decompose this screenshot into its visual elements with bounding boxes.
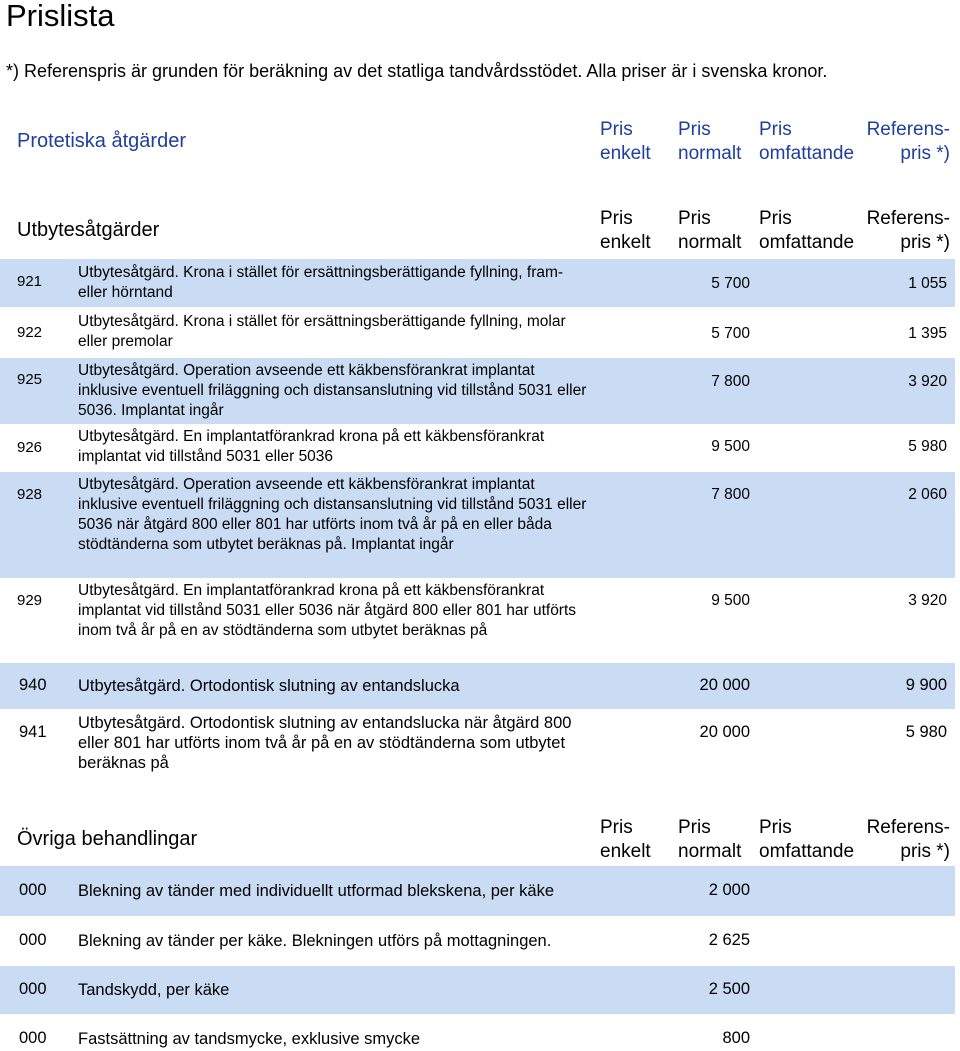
col-pris-normalt: Pris normalt bbox=[678, 208, 742, 253]
row-description: Utbytesåtgärd. Ortodontisk slutning av entandslucka bbox=[78, 677, 460, 695]
row-description: Tandskydd, per käke bbox=[78, 981, 230, 999]
col-pris-normalt: Pris normalt bbox=[678, 817, 742, 862]
price-enkelt: 2 000 bbox=[708, 881, 750, 899]
col-pris-omfattande: Pris omfattande bbox=[759, 817, 855, 862]
section-title: Utbytesåtgärder bbox=[17, 219, 160, 241]
price-normalt: 5 700 bbox=[711, 325, 750, 342]
col-pris-normalt: Pris normalt bbox=[678, 119, 742, 164]
price-referens: 3 920 bbox=[908, 373, 947, 390]
price-normalt: 7 800 bbox=[711, 373, 750, 390]
price-referens: 5 980 bbox=[908, 438, 947, 455]
price-normalt: 20 000 bbox=[699, 723, 750, 741]
page-title: Prislista bbox=[6, 0, 115, 33]
table-row bbox=[0, 710, 955, 780]
price-normalt: 9 500 bbox=[711, 592, 750, 609]
price-normalt: 20 000 bbox=[699, 676, 750, 694]
row-code: 921 bbox=[17, 273, 43, 290]
row-description: Fastsättning av tandsmycke, exklusive smycke bbox=[78, 1030, 421, 1048]
section-title: Protetiska åtgärder bbox=[17, 130, 186, 152]
section-header-utbytes bbox=[0, 207, 960, 253]
row-code: 000 bbox=[19, 881, 47, 899]
price-enkelt: 800 bbox=[722, 1029, 750, 1047]
section-title: Övriga behandlingar bbox=[17, 828, 198, 850]
row-code: 941 bbox=[19, 723, 47, 741]
col-referenspris: Referens- pris *) bbox=[866, 817, 950, 862]
col-pris-enkelt: Pris enkelt bbox=[600, 119, 651, 164]
col-pris-enkelt: Pris enkelt bbox=[600, 208, 651, 253]
table-row bbox=[0, 259, 955, 307]
price-enkelt: 2 500 bbox=[708, 980, 750, 998]
row-description: Utbytesåtgärd. Krona i stället för ersättningsberättigande fyllning, molar eller premolar bbox=[78, 313, 566, 350]
price-referens: 5 980 bbox=[905, 723, 947, 741]
row-description: Blekning av tänder per käke. Blekningen utförs på mottagningen. bbox=[78, 932, 552, 950]
price-normalt: 5 700 bbox=[711, 275, 750, 292]
price-referens: 1 395 bbox=[908, 325, 947, 342]
row-description: Utbytesåtgärd. Operation avseende ett käkbensförankrat implantat inklusive eventuell friläggning och distansanslutning vid tillstånd 5031 eller 5036. Implantat ingår bbox=[78, 362, 587, 419]
section-header-protetiska bbox=[0, 118, 960, 164]
row-description: Utbytesåtgärd. Operation avseende ett käkbensförankrat implantat inklusive eventuell friläggning och distansanslutning vid tillstånd 5031 eller 5036 när åtgärd 800 eller 801 har utförts inom två år på en eller båda stödtänderna som utbytet beräknas på. Implantat ingår bbox=[78, 476, 587, 553]
row-code: 000 bbox=[19, 1029, 47, 1047]
row-code: 926 bbox=[17, 439, 43, 456]
table-row bbox=[0, 1015, 955, 1051]
price-normalt: 7 800 bbox=[711, 486, 750, 503]
col-pris-omfattande: Pris omfattande bbox=[759, 119, 855, 164]
row-description: Utbytesåtgärd. En implantatförankrad krona på ett käkbensförankrat implantat vid tillstånd 5031 eller 5036 när åtgärd 800 eller 801 har utförts inom två år på en av stödtänderna som utbytet beräknas på bbox=[78, 582, 577, 639]
price-referens: 3 920 bbox=[908, 592, 947, 609]
row-code: 925 bbox=[17, 371, 43, 388]
row-code: 929 bbox=[17, 592, 43, 609]
row-description: Utbytesåtgärd. En implantatförankrad krona på ett käkbensförankrat implantat vid tillstånd 5031 eller 5036 bbox=[78, 428, 545, 465]
price-referens: 2 060 bbox=[908, 486, 947, 503]
table-row bbox=[0, 358, 955, 424]
price-referens: 9 900 bbox=[905, 676, 947, 694]
reference-note: *) Referenspris är grunden för beräkning av det statliga tandvårdsstödet. Alla priser är i svenska kronor. bbox=[6, 61, 828, 81]
row-code: 000 bbox=[19, 931, 47, 949]
price-normalt: 9 500 bbox=[711, 438, 750, 455]
col-pris-enkelt: Pris enkelt bbox=[600, 817, 651, 862]
row-code: 922 bbox=[17, 324, 43, 341]
col-pris-omfattande: Pris omfattande bbox=[759, 208, 855, 253]
row-code: 000 bbox=[19, 980, 47, 998]
table-row bbox=[0, 309, 955, 357]
table-row bbox=[0, 866, 955, 916]
row-description: Utbytesåtgärd. Krona i stället för ersättningsberättigande fyllning, fram- eller hörntand bbox=[78, 264, 564, 301]
col-referenspris: Referens- pris *) bbox=[866, 119, 950, 164]
row-code: 928 bbox=[17, 486, 43, 503]
row-description: Blekning av tänder med individuellt utformad blekskena, per käke bbox=[78, 882, 555, 900]
table-row bbox=[0, 663, 955, 709]
row-code: 940 bbox=[19, 676, 47, 694]
section-header-ovriga bbox=[0, 816, 960, 862]
table-row bbox=[0, 917, 955, 965]
price-enkelt: 2 625 bbox=[708, 931, 750, 949]
table-row bbox=[0, 472, 955, 578]
table-row bbox=[0, 966, 955, 1014]
row-description: Utbytesåtgärd. Ortodontisk slutning av entandslucka när åtgärd 800 eller 801 har utförts inom två år på en av stödtänderna som utbytet beräknas på bbox=[78, 714, 572, 772]
col-referenspris: Referens- pris *) bbox=[866, 208, 950, 253]
table-row bbox=[0, 579, 955, 663]
table-row bbox=[0, 425, 955, 471]
price-referens: 1 055 bbox=[908, 275, 947, 292]
